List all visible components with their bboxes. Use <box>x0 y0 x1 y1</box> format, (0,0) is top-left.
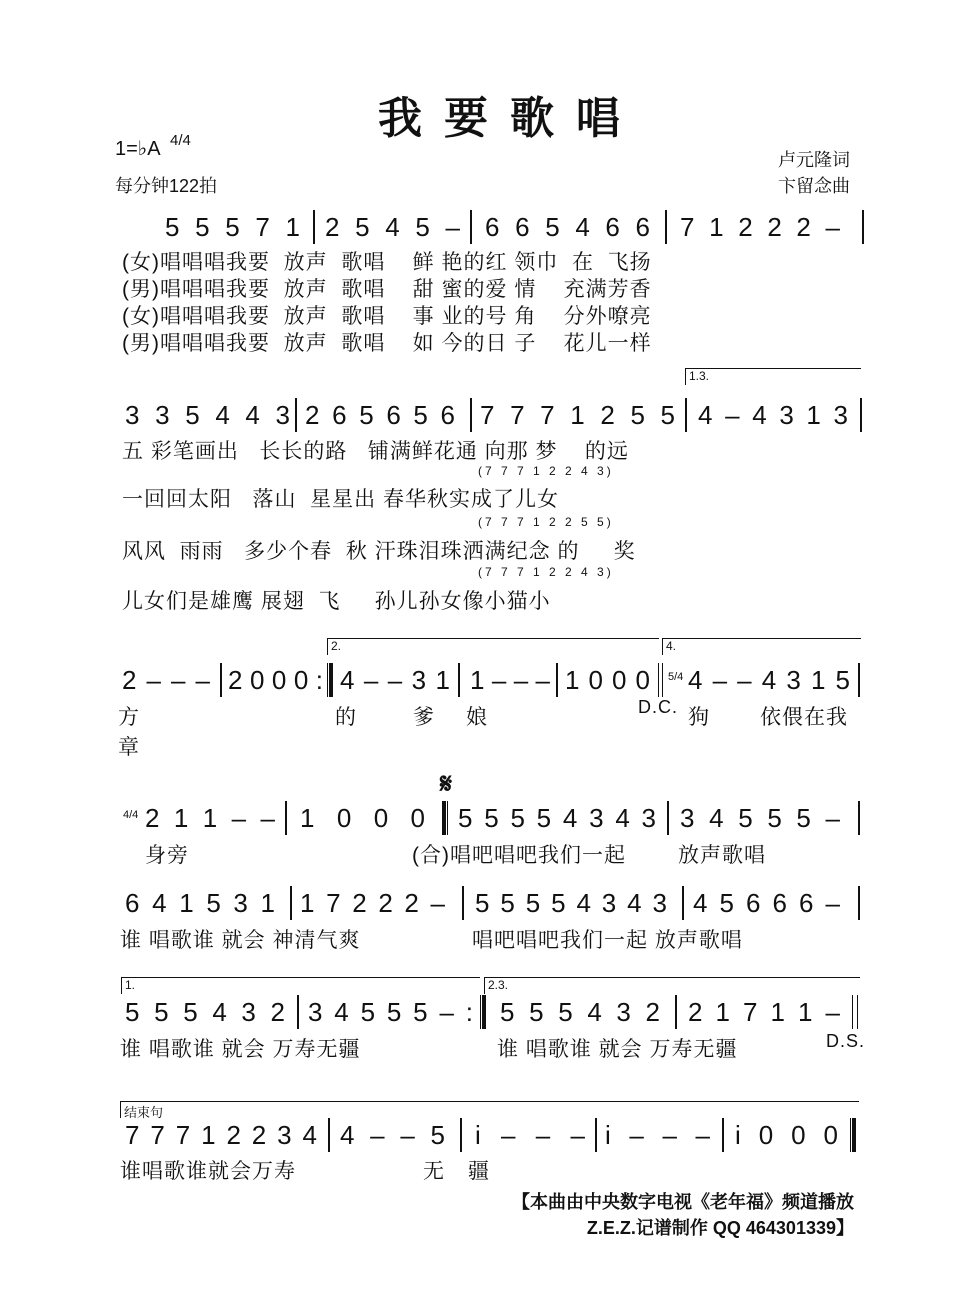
measure: 5 5 5 4 3 2 <box>125 997 285 1027</box>
measure: 2 6 5 6 5 6 <box>305 400 455 430</box>
lyric: 章 <box>118 736 140 759</box>
measure: 2 1 7 1 1 – <box>688 997 840 1027</box>
lyric: 身旁 <box>145 844 189 867</box>
barline <box>667 801 669 835</box>
lyric-line: (女)唱唱唱我要 放声 歌唱 事 业的号 角 分外嘹亮 <box>122 305 652 328</box>
lyric: (合)唱吧唱吧我们一起 <box>412 844 626 867</box>
lyric: 谁 唱歌谁 就会 万寿无疆 <box>120 1038 361 1061</box>
variant-notes: (7 7 7 1 2 2 4 3) <box>478 464 614 478</box>
variant-notes: (7 7 7 1 2 2 5 5) <box>478 515 614 529</box>
segno-icon: 𝄋 <box>440 768 454 799</box>
barline <box>460 1118 462 1152</box>
measure: 4 – – 5 <box>340 1120 445 1150</box>
barline <box>462 886 464 920</box>
measure: 4 5 6 6 6 – <box>693 888 840 918</box>
lyric-line: (男)唱唱唱我要 放声 歌唱 甜 蜜的爱 情 充满芳香 <box>122 278 652 301</box>
double-barline <box>658 663 663 697</box>
measure: 5 5 5 7 1 <box>165 212 300 242</box>
da-capo-mark: D.C. <box>638 697 678 717</box>
measure: 7 7 7 1 2 5 5 <box>480 400 675 430</box>
song-title: 我要歌唱 <box>378 94 642 143</box>
measure: 6 4 1 5 3 1 <box>125 888 275 918</box>
measure: 1 7 2 2 2 – <box>300 888 445 918</box>
footer-credit: Z.E.Z.记谱制作 QQ 464301339】 <box>586 1218 854 1238</box>
repeat-start-barline <box>442 801 448 835</box>
barline <box>470 210 472 244</box>
lyric: 方 <box>118 706 140 729</box>
repeat-end-barline <box>480 995 486 1029</box>
measure: 7 1 2 2 2 – <box>680 212 840 242</box>
double-barline <box>852 995 858 1029</box>
composer: 卞留念曲 <box>778 176 850 196</box>
lyric: 无 <box>423 1160 445 1183</box>
measure: 4 – – 3 1 <box>340 665 450 695</box>
time-signature: 4/4 <box>170 132 191 149</box>
measure: i – – – <box>605 1120 710 1150</box>
measure: i 0 0 0 <box>735 1120 838 1150</box>
barline <box>295 398 297 432</box>
measure: 7 7 7 1 2 2 3 4 <box>125 1120 317 1150</box>
dal-segno-mark: D.S. <box>826 1031 866 1051</box>
measure: 6 6 5 4 6 6 <box>485 212 650 242</box>
barline <box>665 210 667 244</box>
measure: 3 4 5 5 5 – : <box>308 997 473 1027</box>
lyric-line: 儿女们是雄鹰 展翅 飞 孙儿孙女像小猫小 <box>122 590 551 613</box>
measure: 4 – – 4 3 1 5 <box>688 665 850 695</box>
barline <box>858 801 860 835</box>
measure: 5 5 5 5 4 3 4 3 <box>475 888 667 918</box>
measure: 5 5 5 4 3 2 <box>500 997 660 1027</box>
lyric-line: 五 彩笔画出 长长的路 铺满鲜花通 向那 梦 的远 <box>122 440 629 463</box>
lyric: 爹 <box>413 706 435 729</box>
lyricist: 卢元隆词 <box>778 150 850 170</box>
volta-bracket: 1. <box>121 977 480 994</box>
tempo: 每分钟122拍 <box>115 176 218 196</box>
key-signature: 1=♭A <box>115 138 161 160</box>
lyric: 谁唱歌谁就会万寿 <box>120 1160 296 1183</box>
variant-notes: (7 7 7 1 2 2 4 3) <box>478 565 614 579</box>
barline <box>675 995 677 1029</box>
barline <box>862 210 864 244</box>
lyric-line: (男)唱唱唱我要 放声 歌唱 如 今的日 子 花儿一样 <box>122 332 652 355</box>
barline <box>285 801 287 835</box>
lyric: 唱吧唱吧我们一起 放声歌唱 <box>472 929 743 952</box>
lyric-line: 风风 雨雨 多少个春 秋 汗珠泪珠洒满纪念 的 奖 <box>122 540 636 563</box>
lyric: 的 <box>335 706 357 729</box>
lyric: 娘 <box>466 706 488 729</box>
lyric: 狗 <box>688 706 710 729</box>
coda-bracket: 结束句 <box>120 1101 859 1118</box>
lyric: 依偎在我 <box>760 706 848 729</box>
barline <box>328 1118 330 1152</box>
measure: 1 – – – <box>470 665 550 695</box>
time-change: 4/4 <box>123 809 139 821</box>
barline <box>220 663 222 697</box>
barline <box>860 398 862 432</box>
barline <box>595 1118 597 1152</box>
barline <box>858 886 860 920</box>
lyric-line: 一回回太阳 落山 星星出 春华秋实成了儿女 <box>122 488 560 511</box>
measure: 3 4 5 5 5 – <box>680 803 840 833</box>
measure: i – – – <box>475 1120 585 1150</box>
final-barline <box>850 1118 856 1152</box>
lyric-line: (女)唱唱唱我要 放声 歌唱 鲜 艳的红 领巾 在 飞扬 <box>122 251 652 274</box>
volta-bracket: 4. <box>662 638 861 655</box>
measure: 4 – 4 3 1 3 <box>698 400 848 430</box>
barline <box>297 995 299 1029</box>
lyric: 谁 唱歌谁 就会 万寿无疆 <box>497 1038 738 1061</box>
barline <box>556 663 558 697</box>
footer-broadcast-note: 【本曲由中央数字电视《老年福》频道播放 <box>512 1192 854 1212</box>
time-change: 5/4 <box>668 671 684 683</box>
barline <box>722 1118 724 1152</box>
measure: 2 5 4 5 – <box>325 212 460 242</box>
measure: 2 0 0 0 : <box>228 665 323 695</box>
barline <box>858 663 860 697</box>
barline <box>685 398 687 432</box>
measure: 1 0 0 0 <box>300 803 425 833</box>
lyric: 疆 <box>468 1160 490 1183</box>
measure: 2 – – – <box>122 665 210 695</box>
barline <box>682 886 684 920</box>
barline <box>458 663 460 697</box>
barline <box>290 886 292 920</box>
barline <box>470 398 472 432</box>
volta-bracket: 1.3. <box>685 368 861 385</box>
lyric: 放声歌唱 <box>678 844 766 867</box>
repeat-end-barline <box>327 663 333 697</box>
measure: 1 0 0 0 <box>565 665 650 695</box>
measure: 3 3 5 4 4 3 <box>125 400 290 430</box>
volta-bracket: 2. <box>327 638 659 655</box>
lyric: 谁 唱歌谁 就会 神清气爽 <box>120 929 361 952</box>
measure: 5 5 5 5 4 3 4 3 <box>458 803 656 833</box>
measure: 2 1 1 – – <box>145 803 275 833</box>
barline <box>313 210 315 244</box>
volta-bracket: 2.3. <box>484 977 860 994</box>
